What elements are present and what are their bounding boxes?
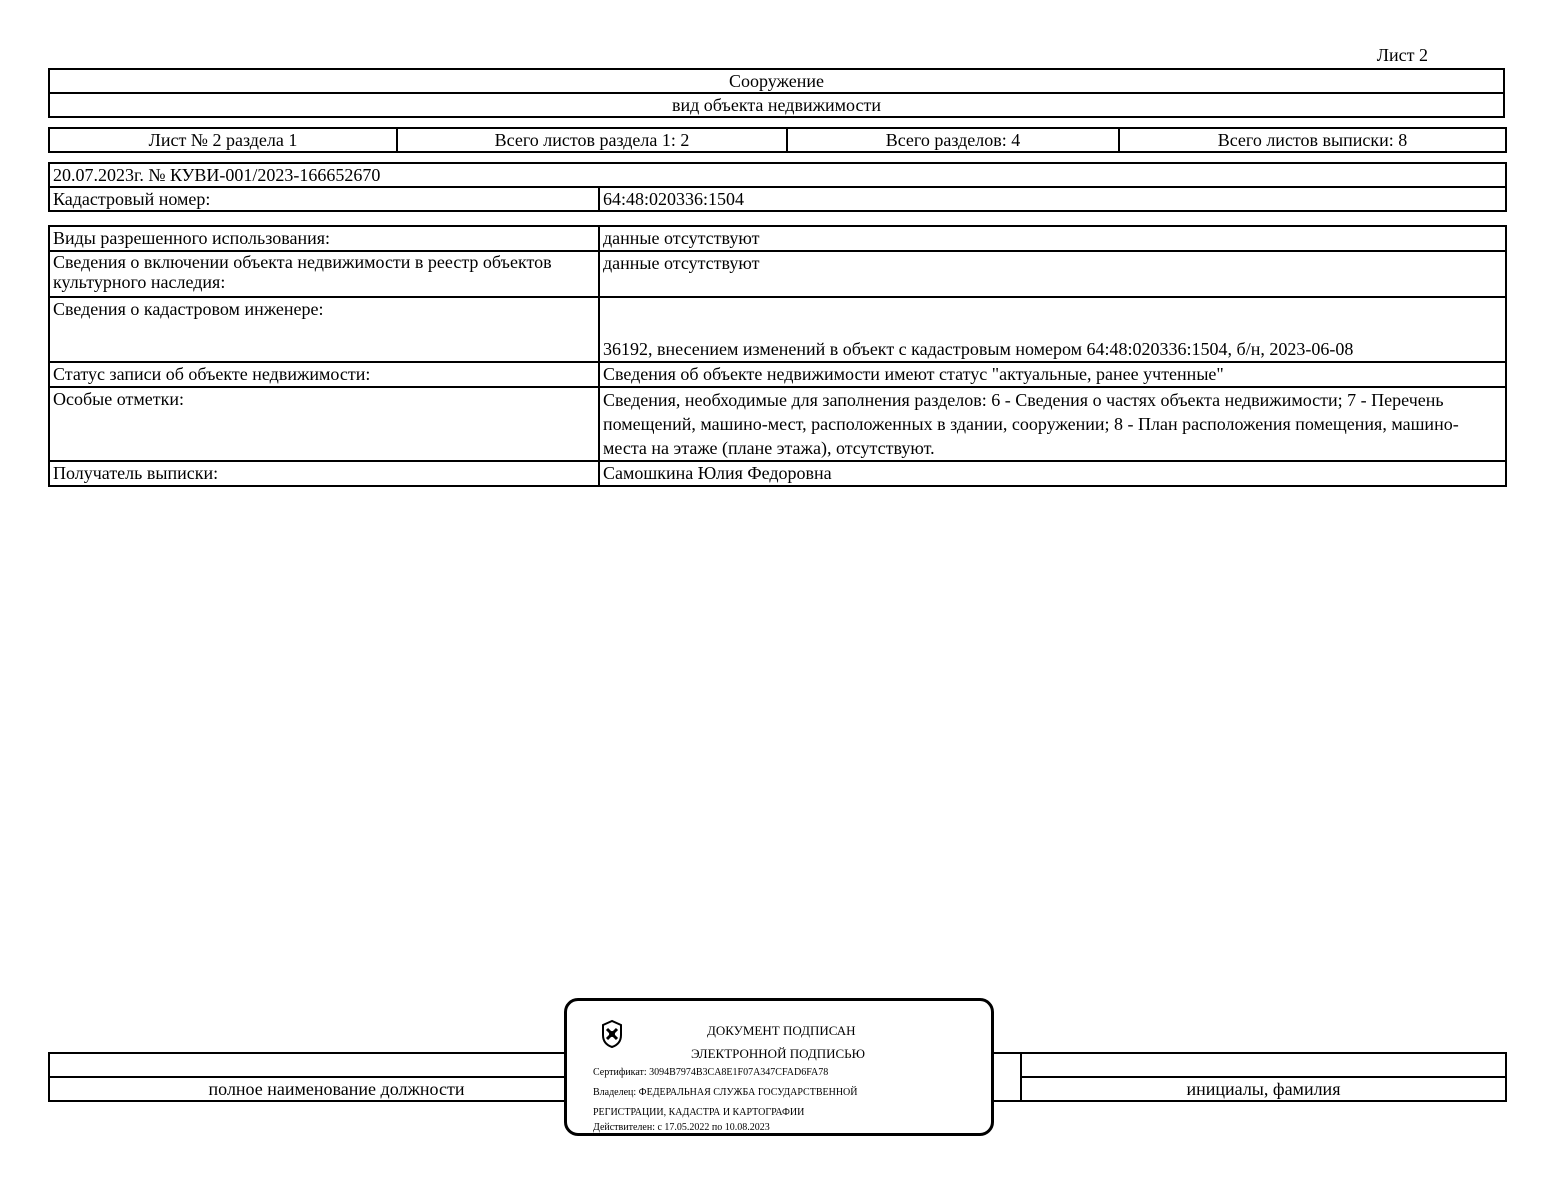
table-row — [49, 226, 1506, 251]
object-name: Сооружение — [49, 69, 1504, 93]
details-table — [48, 225, 1507, 487]
doc-number: 20.07.2023г. № КУВИ-001/2023-166652670 — [49, 163, 1506, 187]
object-caption: вид объекта недвижимости — [49, 93, 1504, 117]
stamp-certificate: Сертификат: 3094B7974B3CA8E1F07A347CFAD6FA78 — [593, 1067, 829, 1078]
stamp-valid: Действителен: с 17.05.2022 по 10.08.2023 — [593, 1122, 770, 1133]
row-label: Статус записи об объекте недвижимости: — [49, 362, 599, 387]
row-label: Получатель выписки: — [49, 461, 599, 486]
emblem-icon — [597, 1019, 627, 1049]
row-value: данные отсутствуют — [599, 226, 1506, 251]
table-row — [49, 387, 1506, 461]
table-row — [49, 362, 1506, 387]
total-sections: Всего разделов: 4 — [787, 128, 1119, 152]
electronic-signature-stamp — [564, 998, 994, 1136]
name-caption: инициалы, фамилия — [1021, 1077, 1506, 1101]
position-caption: полное наименование должности — [49, 1077, 624, 1101]
row-value — [599, 297, 1506, 362]
stamp-title-line1: ДОКУМЕНТ ПОДПИСАН — [707, 1023, 856, 1038]
row-label: Особые отметки: — [49, 387, 599, 461]
object-type-table — [48, 68, 1505, 118]
row-value: Сведения об объекте недвижимости имеют статус "актуальные, ранее учтенные" — [599, 362, 1506, 387]
stamp-owner-line1: Владелец: ФЕДЕРАЛЬНАЯ СЛУЖБА ГОСУДАРСТВЕННОЙ — [593, 1087, 858, 1098]
sheet-label: Лист 2 — [1376, 45, 1428, 65]
row-value: данные отсутствуют — [599, 251, 1506, 297]
row-label: Сведения о кадастровом инженере: — [49, 297, 599, 362]
cadastral-label: Кадастровый номер: — [49, 187, 599, 211]
name-field — [1021, 1053, 1506, 1077]
pages-table — [48, 127, 1507, 153]
sheet-of-section: Лист № 2 раздела 1 — [49, 128, 397, 152]
table-row — [49, 297, 1506, 362]
position-field — [49, 1053, 624, 1077]
stamp-owner-line2: РЕГИСТРАЦИИ, КАДАСТРА И КАРТОГРАФИИ — [593, 1107, 805, 1118]
table-row — [49, 461, 1506, 486]
stamp-title-line2: ЭЛЕКТРОННОЙ ПОДПИСЬЮ — [691, 1046, 865, 1061]
table-row — [49, 251, 1506, 297]
total-sheets-extract: Всего листов выписки: 8 — [1119, 128, 1506, 152]
row-label: Виды разрешенного использования: — [49, 226, 599, 251]
row-value: Самошкина Юлия Федоровна — [599, 461, 1506, 486]
engineer-info: 36192, внесением изменений в объект с кадастровым номером 64:48:020336:1504, б/н, 2023-06-08 — [603, 339, 1354, 359]
row-label: Сведения о включении объекта недвижимости в реестр объектов культурного наследия: — [49, 251, 599, 297]
cadastral-value: 64:48:020336:1504 — [599, 187, 1506, 211]
row-value: Сведения, необходимые для заполнения разделов: 6 - Сведения о частях объекта недвижимости; 7 - Перечень помещений, машино-мест, расположенных в здании, сооружении; 8 - План расположения помещения, машино-места на этаже (плане этажа), отсутствуют. — [599, 387, 1506, 461]
total-sheets-section: Всего листов раздела 1: 2 — [397, 128, 787, 152]
header-table — [48, 162, 1507, 212]
